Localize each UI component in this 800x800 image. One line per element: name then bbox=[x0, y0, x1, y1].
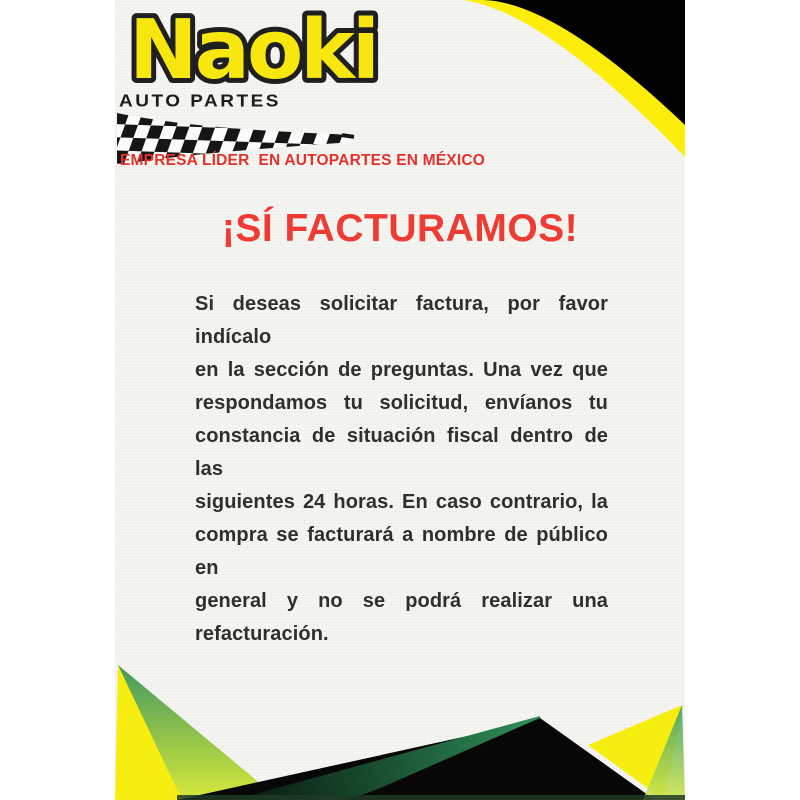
tagline: EMPRESA LÍDER EN AUTOPARTES EN MÉXICO bbox=[120, 152, 486, 169]
flyer-page bbox=[115, 0, 685, 800]
bottom-triangles-decoration bbox=[115, 640, 685, 800]
paragraph-line: refacturación. bbox=[195, 623, 329, 645]
auto-partes-label: AUTO PARTES bbox=[119, 92, 281, 112]
paragraph-line: respondamos tu solicitud, envíanos tu bbox=[195, 392, 608, 414]
paragraph-line: constancia de situación fiscal dentro de las bbox=[195, 425, 608, 480]
paragraph-line: siguientes 24 horas. En caso contrario, la bbox=[195, 491, 608, 513]
naoki-logo-text: Naoki bbox=[129, 3, 377, 98]
paragraph-line: en la sección de preguntas. Una vez que bbox=[195, 359, 608, 381]
paragraph-line: Si deseas solicitar factura, por favor indícalo bbox=[195, 293, 608, 348]
headline: ¡SÍ FACTURAMOS! bbox=[221, 207, 579, 250]
paragraph-line: compra se facturará a nombre de público en bbox=[195, 524, 608, 579]
naoki-logo bbox=[125, 0, 385, 100]
bottom-green-strip bbox=[177, 795, 685, 800]
paragraph-line: general y no se podrá realizar una bbox=[195, 590, 608, 612]
invoice-paragraph bbox=[195, 288, 608, 651]
